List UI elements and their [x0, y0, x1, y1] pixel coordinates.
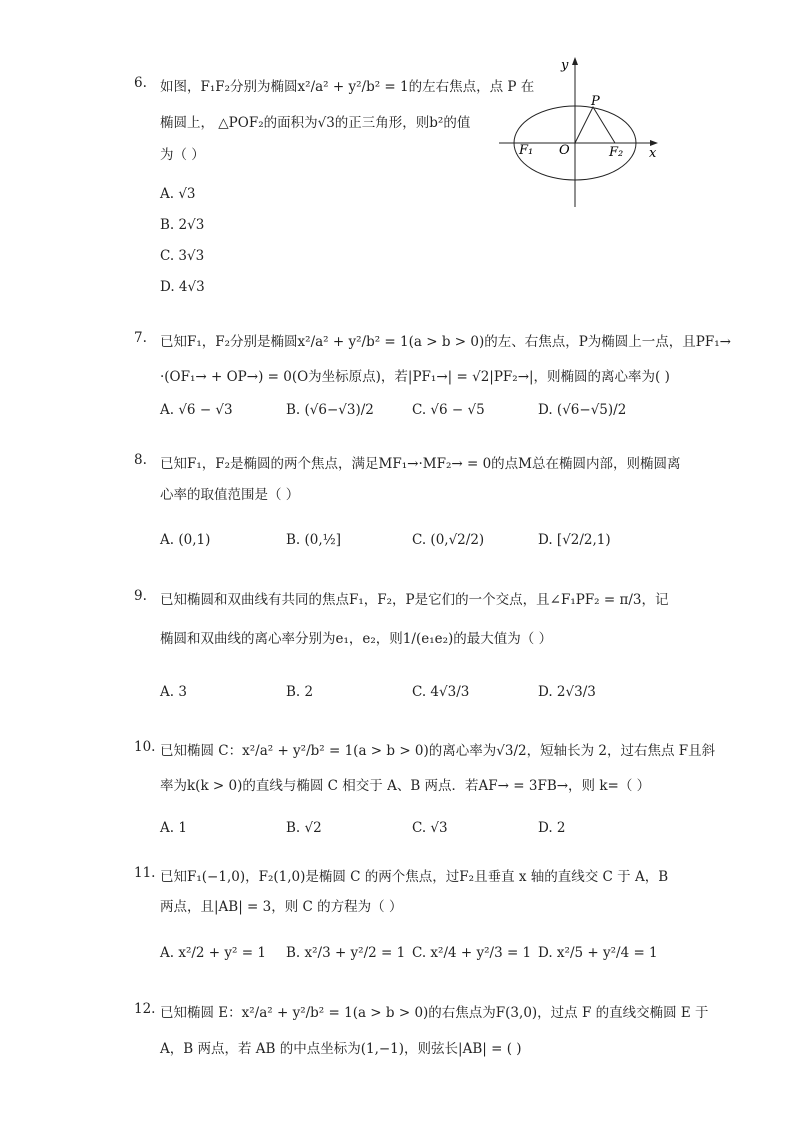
- option-d: D. 4√3: [160, 279, 205, 295]
- origin-label: O: [559, 143, 570, 158]
- focus-f2-label: F₂: [609, 145, 624, 160]
- option-a: A. √3: [160, 186, 196, 202]
- option-b: B. x²/3 + y²/2 = 1: [286, 945, 406, 961]
- option-a: A. (0,1): [160, 532, 211, 548]
- question-number: 9.: [134, 588, 147, 604]
- option-d: D. [√2/2,1): [538, 532, 611, 548]
- question-text-line: 心率的取值范围是（ ）: [160, 487, 300, 503]
- question-text-line: 率为k(k > 0)的直线与椭圆 C 相交于 A、B 两点．若AF→ = 3FB→，则 k=（ ）: [160, 778, 651, 794]
- question-text-line: 已知F₁(−1,0)，F₂(1,0)是椭圆 C 的两个焦点，过F₂且垂直 x 轴的直线交 C 于 A，B: [160, 869, 669, 885]
- option-b: B. 2√3: [160, 217, 205, 233]
- point-p-label: P: [591, 94, 600, 109]
- question-number: 12.: [134, 1001, 156, 1017]
- question-text-line: 已知椭圆 E：x²/a² + y²/b² = 1(a > b > 0)的右焦点为F(3,0)，过点 F 的直线交椭圆 E 于: [160, 1005, 709, 1021]
- x-axis-label: x: [649, 146, 657, 161]
- option-c: C. (0,√2/2): [412, 532, 485, 548]
- option-b: B. 2: [286, 684, 314, 700]
- option-b: B. (0,½]: [286, 532, 342, 548]
- option-d: D. 2√3/3: [538, 684, 596, 700]
- option-a: A. 1: [160, 820, 187, 836]
- question-text-line: 如图，F₁F₂分别为椭圆x²/a² + y²/b² = 1的左右焦点，点 P 在: [160, 79, 535, 95]
- question-text-line: 已知椭圆 C：x²/a² + y²/b² = 1(a > b > 0)的离心率为√3/2，短轴长为 2，过右焦点 F且斜: [160, 743, 716, 759]
- question-number: 7.: [134, 330, 147, 346]
- question-text-line: 已知F₁，F₂分别是椭圆x²/a² + y²/b² = 1(a > b > 0)的左、右焦点，P为椭圆上一点，且PF₁→: [160, 334, 731, 350]
- question-number: 6.: [134, 75, 147, 91]
- y-axis-arrow: [572, 57, 578, 65]
- y-axis-label: y: [561, 58, 569, 73]
- option-d: D. x²/5 + y²/4 = 1: [538, 945, 658, 961]
- option-a: A. x²/2 + y² = 1: [160, 945, 266, 961]
- question-text-line: 已知F₁，F₂是椭圆的两个焦点，满足MF₁→·MF₂→ = 0的点M总在椭圆内部，则椭圆离: [160, 456, 681, 472]
- ellipse-figure: [495, 55, 670, 215]
- option-c: C. √6 − √5: [412, 402, 485, 418]
- option-c: C. 3√3: [160, 248, 205, 264]
- question-text-line: 椭圆上， △POF₂的面积为√3的正三角形，则b²的值: [160, 115, 471, 131]
- option-a: A. 3: [160, 684, 187, 700]
- question-number: 10.: [134, 739, 156, 755]
- question-text-line: 为（ ）: [160, 147, 205, 163]
- option-b: B. (√6−√3)/2: [286, 402, 374, 418]
- question-number: 11.: [134, 865, 156, 881]
- question-number: 8.: [134, 452, 147, 468]
- option-b: B. √2: [286, 820, 322, 836]
- question-text-line: 已知椭圆和双曲线有共同的焦点F₁，F₂，P是它们的一个交点，且∠F₁PF₂ = π/3，记: [160, 592, 669, 608]
- option-d: D. (√6−√5)/2: [538, 402, 627, 418]
- question-text-line: 两点，且|AB| = 3，则 C 的方程为（ ）: [160, 899, 403, 915]
- question-text-line: A，B 两点，若 AB 的中点坐标为(1,−1)，则弦长|AB| = ( ): [160, 1041, 522, 1057]
- option-c: C. 4√3/3: [412, 684, 470, 700]
- focus-f1-label: F₁: [519, 143, 534, 158]
- option-a: A. √6 − √3: [160, 402, 233, 418]
- option-c: C. x²/4 + y²/3 = 1: [412, 945, 532, 961]
- option-d: D. 2: [538, 820, 566, 836]
- question-text-line: ·(OF₁→ + OP→) = 0(O为坐标原点)，若|PF₁→| = √2|PF₂→|，则椭圆的离心率为( ): [160, 369, 670, 385]
- option-c: C. √3: [412, 820, 448, 836]
- question-text-line: 椭圆和双曲线的离心率分别为e₁，e₂，则1/(e₁e₂)的最大值为（ ）: [160, 631, 553, 647]
